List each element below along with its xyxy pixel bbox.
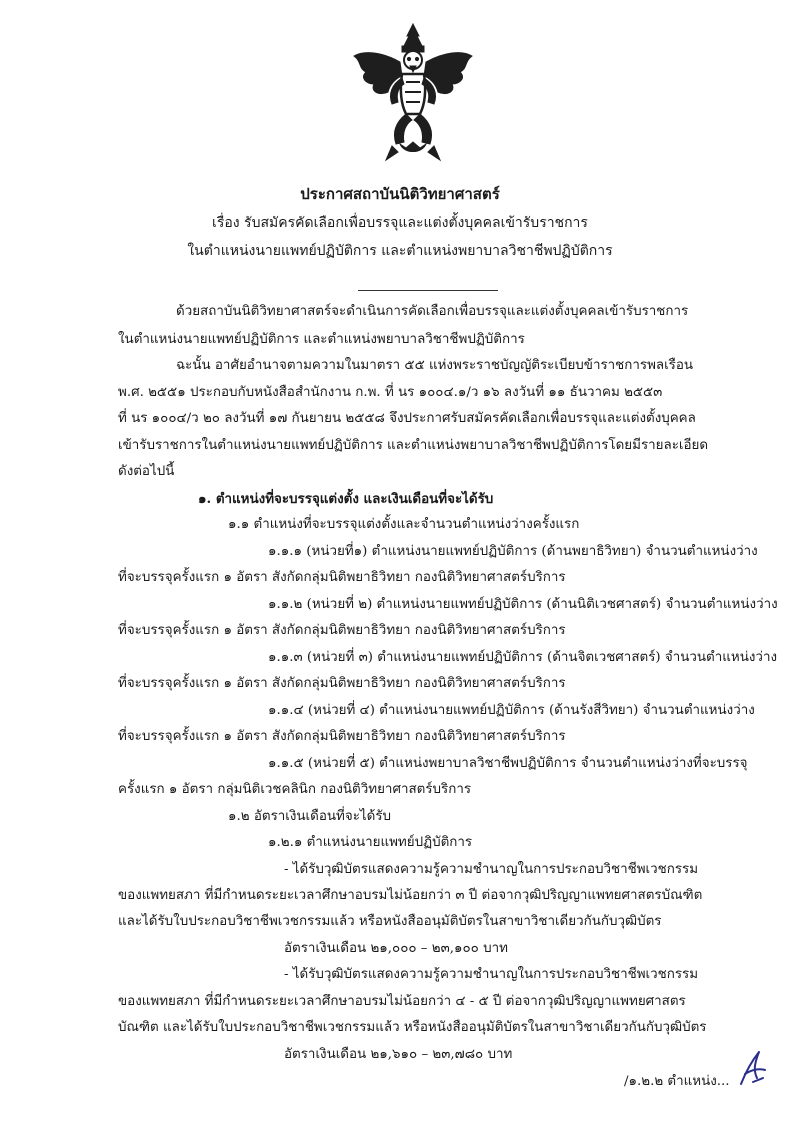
salary-range-line: อัตราเงินเดือน ๒๑,๐๐๐ – ๒๓,๑๐๐ บาท [284,941,508,956]
body-line: ๑.๑.๓ (หน่วยที่ ๓) ตำแหน่งนายแพทย์ปฏิบัติการ (ด้านจิตเวชศาสตร์) จำนวนตำแหน่งว่าง [268,650,778,665]
salary-range-line: อัตราเงินเดือน ๒๑,๖๑๐ – ๒๓,๗๘๐ บาท [284,1047,513,1062]
subsection-heading-1-2: ๑.๒ อัตราเงินเดือนที่จะได้รับ [228,809,392,824]
body-line: - ได้รับวุฒิบัตรแสดงความรู้ความชำนาญในการประกอบวิชาชีพเวชกรรม [284,967,699,982]
body-line: ๑.๑.๒ (หน่วยที่ ๒) ตำแหน่งนายแพทย์ปฏิบัติการ (ด้านนิติเวชศาสตร์) จำนวนตำแหน่งว่าง [268,597,778,612]
body-line: ๑.๑.๔ (หน่วยที่ ๔) ตำแหน่งนายแพทย์ปฏิบัติการ (ด้านรังสีวิทยา) จำนวนตำแหน่งว่าง [268,703,755,718]
body-line: ฉะนั้น อาศัยอำนาจตามความในมาตรา ๕๕ แห่งพระราชบัญญัติระเบียบข้าราชการพลเรือน [176,358,694,373]
body-line: ที่จะบรรจุครั้งแรก ๑ อัตรา สังกัดกลุ่มนิติพยาธิวิทยา กองนิติวิทยาศาสตร์บริการ [118,729,566,744]
body-line: ที่จะบรรจุครั้งแรก ๑ อัตรา สังกัดกลุ่มนิติพยาธิวิทยา กองนิติวิทยาศาสตร์บริการ [118,676,566,691]
body-line: พ.ศ. ๒๕๕๑ ประกอบกับหนังสือสำนักงาน ก.พ. ที่ นร ๑๐๐๔.๑/ว ๑๖ ลงวันที่ ๑๑ ธันวาคม ๒๕๕๓ [118,385,663,400]
continuation-note: /๑.๒.๒ ตำแหน่ง... [624,1074,730,1089]
subsection-heading-1-1: ๑.๑ ตำแหน่งที่จะบรรจุแต่งตั้งและจำนวนตำแหน่งว่างครั้งแรก [228,517,580,532]
title-divider [358,290,498,291]
body-line: ดังต่อไปนี้ [118,464,175,479]
body-line: ของแพทยสภา ที่มีกำหนดระยะเวลาศึกษาอบรมไม่น้อยกว่า ๓ ปี ต่อจากวุฒิปริญญาแพทยศาสตรบัณฑิต [118,888,703,903]
body-line: เข้ารับราชการในตำแหน่งนายแพทย์ปฏิบัติการ และตำแหน่งพยาบาลวิชาชีพปฏิบัติการโดยมีรายละเอียด [118,438,709,453]
body-line: ในตำแหน่งนายแพทย์ปฏิบัติการ และตำแหน่งพยาบาลวิชาชีพปฏิบัติการ [118,332,525,347]
section-heading-1: ๑. ตำแหน่งที่จะบรรจุแต่งตั้ง และเงินเดือนที่จะได้รับ [198,491,494,507]
body-line: ๑.๒.๑ ตำแหน่งนายแพทย์ปฏิบัติการ [268,835,473,850]
body-line: ๑.๑.๕ (หน่วยที่ ๕) ตำแหน่งพยาบาลวิชาชีพปฏิบัติการ จำนวนตำแหน่งว่างที่จะบรรจุ [268,756,748,771]
body-line: และได้รับใบประกอบวิชาชีพเวชกรรมแล้ว หรือหนังสืออนุมัติบัตรในสาขาวิชาเดียวกันกับวุฒิบัตร [118,914,662,929]
body-line: ที่ นร ๑๐๐๔/ว ๒๐ ลงวันที่ ๑๗ กันยายน ๒๕๕๘ จึงประกาศรับสมัครคัดเลือกเพื่อบรรจุและแต่งตั้งบุคคล [118,411,696,426]
body-line: ที่จะบรรจุครั้งแรก ๑ อัตรา สังกัดกลุ่มนิติพยาธิวิทยา กองนิติวิทยาศาสตร์บริการ [118,623,566,638]
announcement-title: ประกาศสถาบันนิติวิทยาศาสตร์ [300,185,500,203]
body-line: ของแพทยสภา ที่มีกำหนดระยะเวลาศึกษาอบรมไม่น้อยกว่า ๔ - ๕ ปี ต่อจากวุฒิปริญญาแพทยศาสตร [118,994,686,1009]
body-line: - ได้รับวุฒิบัตรแสดงความรู้ความชำนาญในการประกอบวิชาชีพเวชกรรม [284,862,699,877]
subject-line-2: ในตำแหน่งนายแพทย์ปฏิบัติการ และตำแหน่งพยาบาลวิชาชีพปฏิบัติการ [187,243,613,259]
body-line: ที่จะบรรจุครั้งแรก ๑ อัตรา สังกัดกลุ่มนิติพยาธิวิทยา กองนิติวิทยาศาสตร์บริการ [118,570,566,585]
body-line: ๑.๑.๑ (หน่วยที่๑) ตำแหน่งนายแพทย์ปฏิบัติการ (ด้านพยาธิวิทยา) จำนวนตำแหน่งว่าง [268,544,758,559]
body-line: บัณฑิต และได้รับใบประกอบวิชาชีพเวชกรรมแล้ว หรือหนังสืออนุมัติบัตรในสาขาวิชาเดียวกันกับวุฒิบัตร [118,1020,707,1035]
body-line: ด้วยสถาบันนิติวิทยาศาสตร์จะดำเนินการคัดเลือกเพื่อบรรจุและแต่งตั้งบุคคลเข้ารับราชการ [176,304,689,319]
subject-line-1: เรื่อง รับสมัครคัดเลือกเพื่อบรรจุและแต่งตั้งบุคคลเข้ารับราชการ [212,215,588,231]
signature-initial-icon [735,1048,769,1088]
garuda-emblem-icon [352,22,474,162]
body-line: ครั้งแรก ๑ อัตรา กลุ่มนิติเวชคลินิก กองนิติวิทยาศาสตร์บริการ [118,782,472,797]
